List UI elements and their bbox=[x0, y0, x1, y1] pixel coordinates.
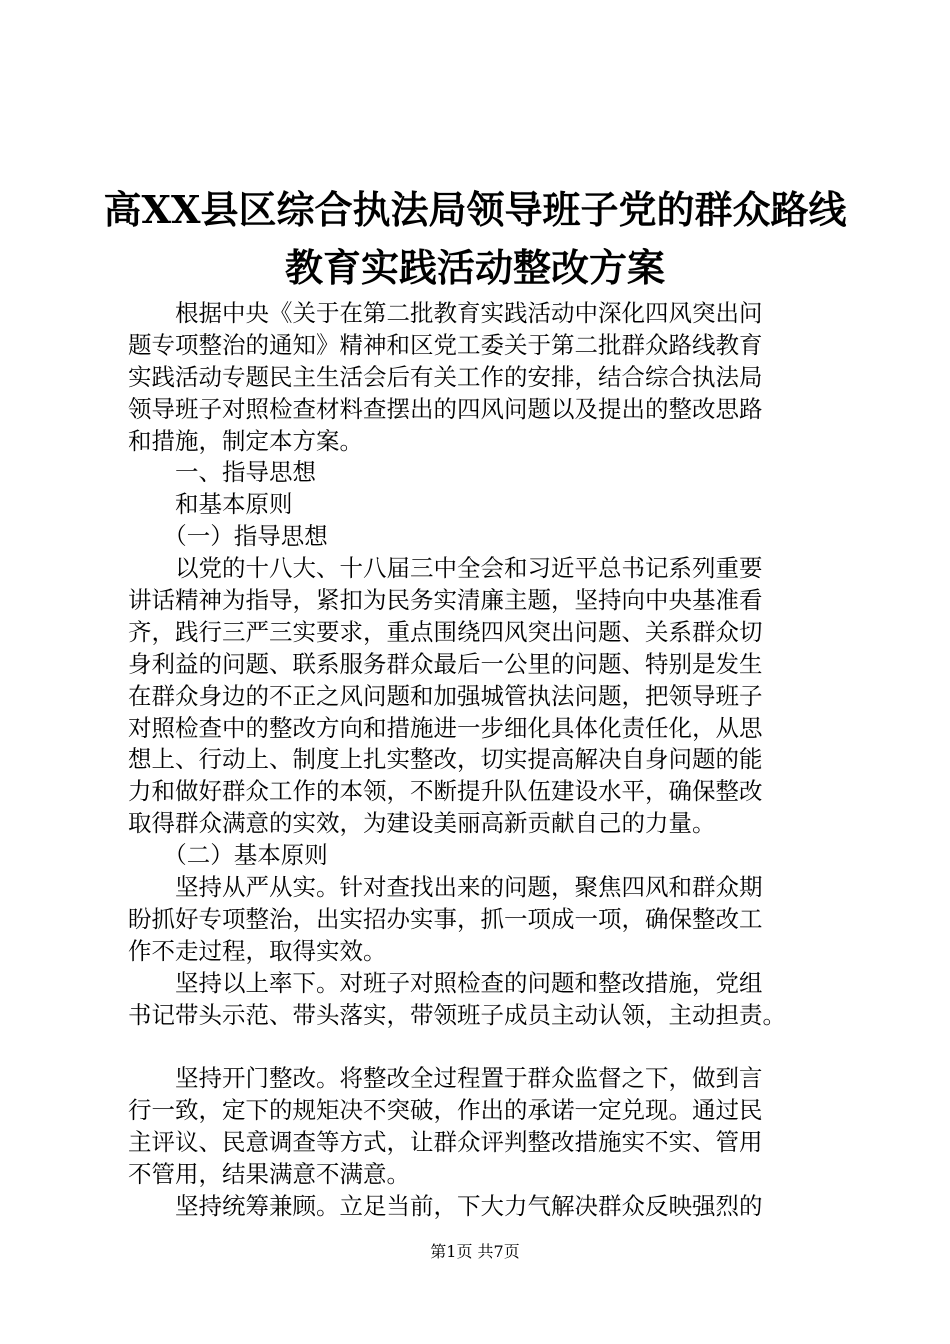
body-text-line: （二）基本原则 bbox=[128, 841, 328, 870]
body-text-line: 取得群众满意的实效，为建设美丽高新贡献自己的力量。 bbox=[128, 809, 716, 838]
body-text-line: 以党的十八大、十八届三中全会和习近平总书记系列重要 bbox=[128, 554, 763, 583]
body-text-line: 行一致，定下的规矩决不突破，作出的承诺一定兑现。通过民 bbox=[128, 1096, 763, 1125]
body-text-line: 和措施，制定本方案。 bbox=[128, 426, 363, 455]
body-text-line: 坚持从严从实。针对查找出来的问题，聚焦四风和群众期 bbox=[128, 873, 763, 902]
body-text-line: 主评议、民意调查等方式，让群众评判整改措施实不实、管用 bbox=[128, 1128, 763, 1157]
body-text-line: 不管用，结果满意不满意。 bbox=[128, 1160, 410, 1189]
body-text-line bbox=[128, 1031, 828, 1063]
body-text-line: 讲话精神为指导，紧扣为民务实清廉主题，坚持向中央基准看 bbox=[128, 586, 763, 615]
document-title-line-1: 高XX县区综合执法局领导班子党的群众路线 bbox=[103, 187, 847, 232]
body-text-line: 一、指导思想 bbox=[128, 458, 316, 487]
body-text-line: 实践活动专题民主生活会后有关工作的安排，结合综合执法局 bbox=[128, 362, 763, 391]
body-text-line: 力和做好群众工作的本领，不断提升队伍建设水平，确保整改 bbox=[128, 777, 763, 806]
body-text-line: 想上、行动上、制度上扎实整改，切实提高解决自身问题的能 bbox=[128, 745, 763, 774]
body-text-line: 根据中央《关于在第二批教育实践活动中深化四风突出问 bbox=[128, 299, 763, 327]
body-text-line: 书记带头示范、带头落实，带领班子成员主动认领，主动担责。 bbox=[128, 1000, 786, 1029]
body-text-line: 坚持以上率下。对班子对照检查的问题和整改措施，党组 bbox=[128, 968, 763, 997]
page-footer: 第1页 共7页 bbox=[430, 1242, 520, 1261]
body-text-line: 身利益的问题、联系服务群众最后一公里的问题、特别是发生 bbox=[128, 649, 763, 678]
document-body bbox=[128, 298, 828, 1223]
body-text-line: 和基本原则 bbox=[128, 490, 293, 519]
body-text-line: 盼抓好专项整治，出实招办实事，抓一项成一项，确保整改工 bbox=[128, 904, 763, 933]
body-text-line: 齐，践行三严三实要求，重点围绕四风突出问题、关系群众切 bbox=[128, 617, 763, 646]
document-title-line-2: 教育实践活动整改方案 bbox=[284, 245, 665, 290]
body-text-line: 坚持开门整改。将整改全过程置于群众监督之下，做到言 bbox=[128, 1064, 763, 1093]
body-text-line: 领导班子对照检查材料查摆出的四风问题以及提出的整改思路 bbox=[128, 394, 763, 423]
body-text-line: 对照检查中的整改方向和措施进一步细化具体化责任化，从思 bbox=[128, 713, 763, 742]
body-text-line: 在群众身边的不正之风问题和加强城管执法问题，把领导班子 bbox=[128, 681, 763, 710]
body-text-line: 作不走过程，取得实效。 bbox=[128, 936, 387, 965]
body-text-line: 题专项整治的通知》精神和区党工委关于第二批群众路线教育 bbox=[128, 330, 763, 359]
body-text-line: 坚持统筹兼顾。立足当前，下大力气解决群众反映强烈的 bbox=[128, 1191, 763, 1220]
body-text-line: （一）指导思想 bbox=[128, 522, 328, 551]
